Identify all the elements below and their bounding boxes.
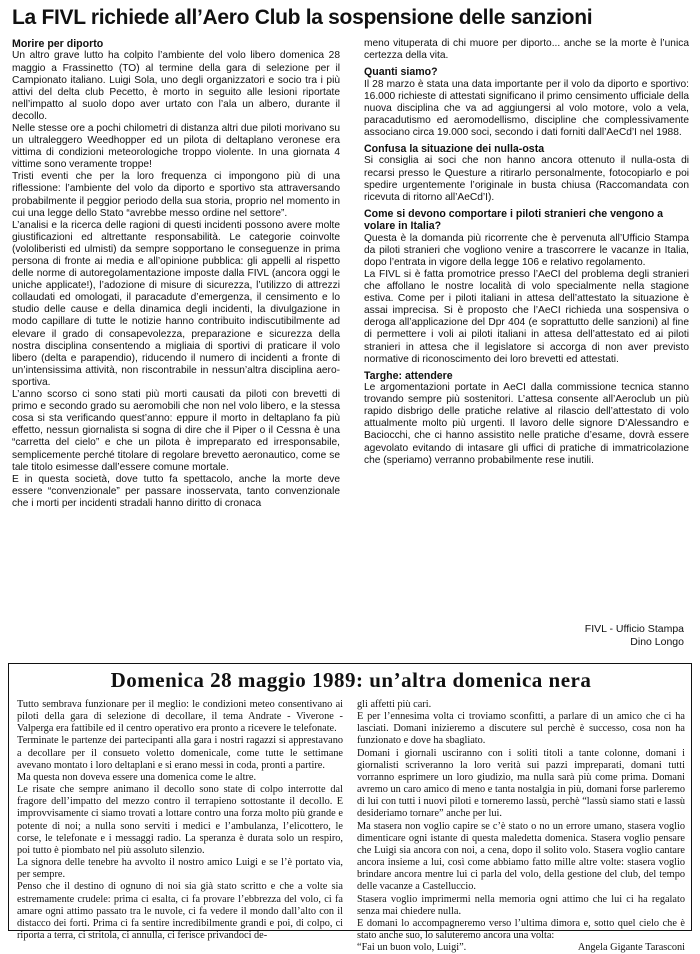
signature-office: FIVL - Ufficio Stampa <box>584 623 684 635</box>
right-column <box>364 38 689 467</box>
memorial-right-column <box>357 699 685 954</box>
paragraph: Stasera voglio imprimermi nella memoria ogni attimo che lui ci ha regalato senza mai chiedere nulla. <box>357 893 685 917</box>
paragraph: Tristi eventi che per la loro frequenza ci impongono più di una riflessione: l’ambiente del volo da diporto e sportivo sta attraversando probabilmente il peggior periodo della sua storia, proprio nel momento in cui una legge dello Stato “avrebbe messo ordine nel settore”. <box>12 171 340 219</box>
paragraph: Ma stasera non voglio capire se c’è stato o no un errore umano, stasera voglio dimenticare ogni istante di questa maledetta domenica. Stasera voglio pensare che Luigi sia ancora con noi, a cena, dopo il solito volo. Stasera voglio cantare ancora insieme a lui, così come abbiamo fatto mille altre volte: stasera voglio brindare ancora mentre lui ci parla del volo, della gestione del club, del tempo delle vacanze a Castelluccio. <box>357 820 685 893</box>
paragraph: Domani i giornali usciranno con i soliti titoli a tante colonne, domani i giornalisti scriveranno la loro verità sui pazzi impreparati, domani tutti vorranno esprimere un loro giudizio, ma nulla sarà più come prima. Domani avremo un caro amico di meno e tanta nostalgia in più, domani forse parleremo di lui con tutti i nuovi piloti e torneremo lassù, perchè “lassù siamo stati e lassù desideriamo tornare” anche per lui. <box>357 747 685 820</box>
paragraph: Questa è la domanda più ricorrente che è pervenuta all’Ufficio Stampa da piloti stranieri che vogliono venire a trascorrere le vacanze in Italia, dopo l’entrata in vigore della legge 106 e relativo regolamento. <box>364 232 689 268</box>
paragraph: E per l’ennesima volta ci troviamo sconfitti, a parlare di un amico che ci ha lasciati. Domani inizieremo a discutere sul perchè è successo, cosa non ha funzionato e dove ha sbagliato. <box>357 711 685 747</box>
section-heading-stranieri: Come si devono comportare i piloti stranieri che vengono a volare in Italia? <box>364 207 664 233</box>
section-heading-morire: Morire per diporto <box>12 38 104 50</box>
paragraph: Un altro grave lutto ha colpito l’ambiente del volo libero domenica 28 maggio a Frassinetto (TO) al termine della gara di selezione per il Campionato italiano. Luigi Sola, uno degli organizzatori e socio tra i più attivi del delta club Pecetto, è morto in seguito alle lesioni riportate nell’impatto al suolo dopo aver urtato con l’ala un albero, durante il decollo. <box>12 50 340 122</box>
section-heading-targhe: Targhe: attendere <box>364 369 453 382</box>
section-heading-quanti: Quanti siamo? <box>364 66 438 79</box>
signature-name: Dino Longo <box>630 636 684 648</box>
memorial-box <box>8 663 692 954</box>
article-title: La FIVL richiede all’Aero Club la sospensione delle sanzioni <box>12 6 593 29</box>
paragraph: Le risate che sempre animano il decollo sono state di colpo interrotte dal fragore dell’impatto del mezzo contro il terrapieno sottostante il decollo. E improvvisamente ci siamo trovati a lottare contro una forza molto più grande e potente di noi; a nulla sono serviti i medici e l’ambulanza, l’elicottero, le corse, le telefonate e i messaggi radio. La speranza è durata solo un respiro, poi tutto è piombato nel più assoluto silenzio. <box>17 784 343 856</box>
paragraph: Si consiglia ai soci che non hanno ancora ottenuto il nulla-osta di recarsi presso le Questure a ritirarlo personalmente, fotocopiarlo e poi spedire urgentemente l’originale in busta chiusa (Raccomandata con ricevuta di ritorno all’AeCd’I). <box>364 155 689 203</box>
author-name: Angela Gigante Tarasconi <box>577 942 685 954</box>
paragraph: meno vituperata di chi muore per diporto... anche se la morte è l’unica certezza della vita. <box>364 38 689 62</box>
left-column <box>12 38 340 510</box>
paragraph: Terminate le partenze dei partecipanti alla gara i nostri ragazzi si apprestavano a decollare per il consueto voletto domenicale, come tutte le settimane avevano montato i loro deltaplani e si erano messi in coda, pronti a partire. <box>17 735 343 771</box>
paragraph: La signora delle tenebre ha avvolto il nostro amico Luigi e se l’è portato via, per sempre. <box>17 857 343 881</box>
paragraph: Il 28 marzo è stata una data importante per il volo da diporto e sportivo: 16.000 richieste di attestati significano il primo censimento ufficiale della nuova disciplina che va ad aggiungersi al volo motore, volo a vela, paracadutismo ed aeromodellismo, discipline che complessivamente associano circa 19.000 soci, secondo i dati forniti dall’AeCd’I nel 1988. <box>364 78 689 138</box>
memorial-heading: Domenica 28 maggio 1989: un’altra domenica nera <box>110 668 592 692</box>
paragraph: Penso che il destino di ognuno di noi sia già stato scritto e che a volte sia estremamente crudele: prima ci esalta, ci fa provare l’ebbrezza del volo, ci fa amare ogni attimo passato tra le nuvole, ci fa vedere il mondo dall’alto con il distacco dei forti. Prima ci fa sentire incredibilmente grandi e poi, di colpo, ci riporta a terra, ci stritola, ci annulla, ci ferisce privandoci de- <box>17 881 343 941</box>
paragraph: L’anno scorso ci sono stati più morti causati da piloti con brevetti di primo e secondo grado su aeromobili che non nel volo libero, e la stessa cosa si sta verificando quest’anno: eppure il morto in deltaplano fa più effetto, nessun giornalista si sogna di dire che il Piper o il Cessna è una “carretta del cielo” e che un pilota è impreparato ed irresponsabile, semplicemente perché titolare di regolare brevetto aeronautico, come se tale titolo esimesse dall’essere comune mortale. <box>12 389 340 473</box>
paragraph: E in questa società, dove tutto fa spettacolo, anche la morte deve essere “convenzionale” per passare inosservata, tanto convenzionale che i morti per incidenti stradali hanno diritto di cronaca <box>12 473 340 509</box>
paragraph: La FIVL si è fatta promotrice presso l’AeCI del problema degli stranieri che affollano le nostre località di volo specialmente nella stagione estiva. Come per i piloti italiani in attesa dell’attestato la situazione è assai imprecisa. Si è proposto che l’AeCI richieda una sospensiva o deroga all’applicazione del Dpr 404 (e soprattutto delle sanzioni) al fine di permettere i voli ai piloti italiani in attesa dell’attestato ed ai piloti stranieri in attesa che il legislatore si accorga di non aver previsto normative di riconoscimento dei loro brevetti ed attestati. <box>364 268 689 365</box>
closing-line <box>357 942 685 954</box>
paragraph: Nelle stesse ore a pochi chilometri di distanza altri due piloti morivano su un ultraleggero Weedhopper ed un pilota di deltaplano veronese era vittima di condizioni meteorologiche troppo violente. In una giornata 4 vittime sono veramente troppe! <box>12 122 340 171</box>
closing-quote: “Fai un buon volo, Luigi”. <box>357 942 467 954</box>
paragraph: Le argomentazioni portate in AeCI dalla commissione tecnica stanno trovando sempre più sostenitori. L’attesa consente all’Aeroclub un più rapido disbrigo delle pratiche relative al rilascio dell’attestato di volo attualmente molto più urgenti. Il lavoro delle signore D’Alessandro e Baciocchi, che ci hanno assistito nelle pratiche d’esame, dovrà essere agevolato evitando di intasare gli uffici di pratiche di immatricolazione che (speriamo) verranno probabilmente rese inutili. <box>364 382 689 466</box>
section-heading-nulla-osta: Confusa la situazione dei nulla-osta <box>364 143 545 156</box>
paragraph: gli affetti più cari. <box>357 699 432 710</box>
paragraph: E domani lo accompagneremo verso l’ultima dimora e, sotto quel cielo che è stato anche suo, lo saluteremo ancora una volta: <box>357 917 685 941</box>
memorial-left-column <box>17 699 343 942</box>
paragraph: L’analisi e la ricerca delle ragioni di questi incidenti possono avere molte giustificazioni ed altrettante responsabilità. Le categorie coinvolte (vololiberisti ed ulmisti) da sempre sopportano le conseguenze in prima persona di fronte ai media e all’opinione pubblica: gli appelli al rispetto delle norme di autoregolamentazione imposte dalla FIVL (ancora oggi le uniche applicate!), l’adozione di misure di sicurezza, l’utilizzo di attrezzi collaudati ed omologati, il paracadute d’emergenza, il censimento e lo studio delle cause e della dinamica degli incidenti, la divulgazione in modo capillare di tutte le notizie hanno contribuito indiscutibilmente ad elevare il grado di consapevolezza, preparazione e sicurezza della nostra disciplina consentendo a migliaia di sportivi di praticare il volo libero (delta e parapendio), riducendo il numero di incidenti a fronte di un’intensissima attività, non riscontrabile in nessun’altra disciplina aero-sportiva. <box>12 219 340 388</box>
signature <box>364 623 684 649</box>
paragraph: Ma questa non doveva essere una domenica come le altre. <box>17 771 257 783</box>
paragraph: Tutto sembrava funzionare per il meglio: le condizioni meteo consentivano ai piloti della gara di selezione di decollare, il tema Andrate - Viverone - Valperga era fattibile ed il centro operativo era pronto a ricevere le telefonate. <box>17 699 343 735</box>
